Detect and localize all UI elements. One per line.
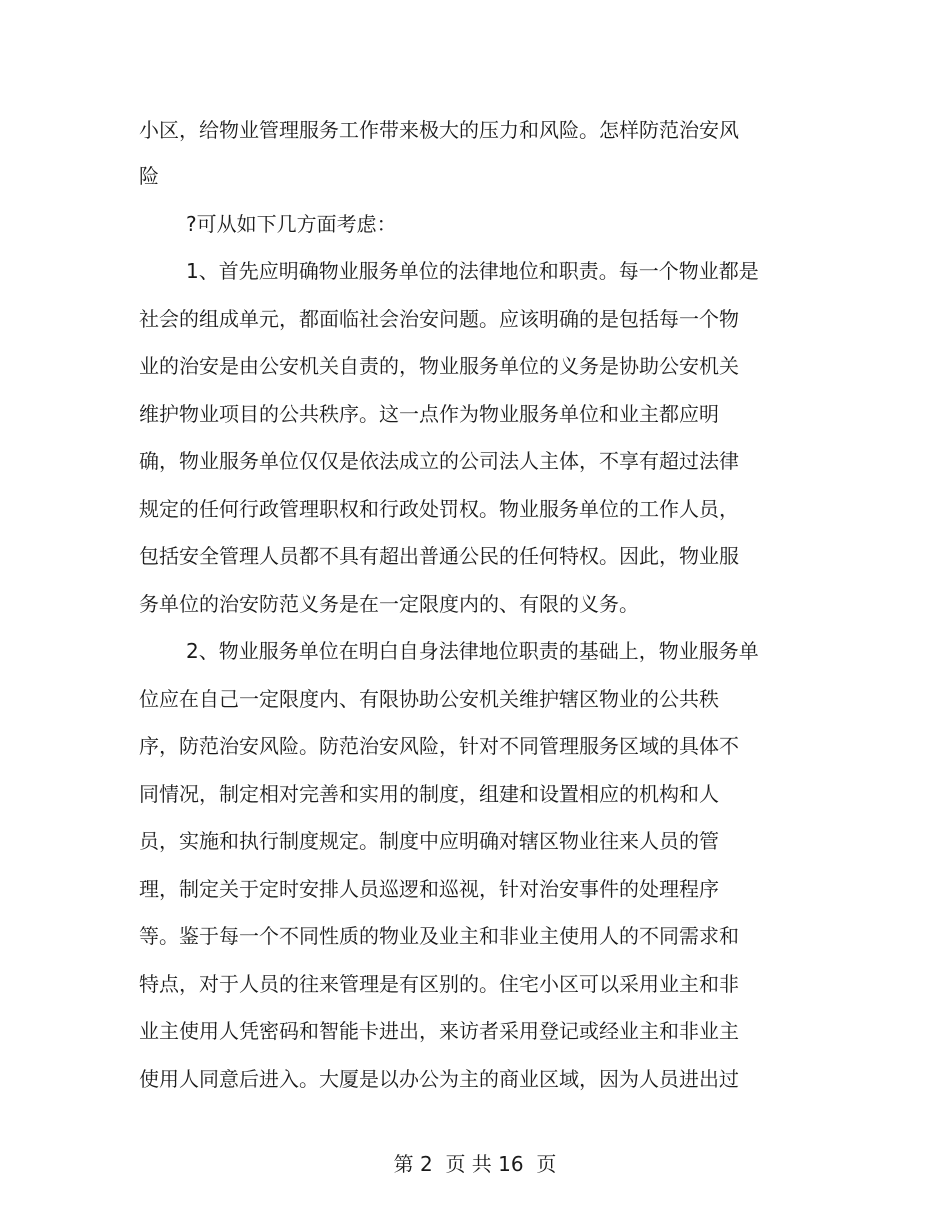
text-line: 1、首先应明确物业服务单位的法律地位和职责。每一个物业都是 (186, 259, 759, 283)
text-line: 序，防范治安风险。防范治安风险，针对不同管理服务区域的具体不 (139, 734, 739, 758)
text-line: 维护物业项目的公共秩序。这一点作为物业服务单位和业主都应明 (139, 402, 719, 426)
page-footer: 第 2 页 共 16 页 (393, 1152, 557, 1176)
text-line: 2、物业服务单位在明白自身法律地位职责的基础上，物业服务单 (186, 639, 759, 663)
text-line: ?可从如下几方面考虑： (186, 212, 397, 236)
text-line: 小区，给物业管理服务工作带来极大的压力和风险。怎样防范治安风 (139, 118, 739, 142)
text-line: 员，实施和执行制度规定。制度中应明确对辖区物业往来人员的管 (139, 829, 719, 853)
text-line: 特点，对于人员的往来管理是有区别的。住宅小区可以采用业主和非 (139, 972, 739, 996)
text-line: 规定的任何行政管理职权和行政处罚权。物业服务单位的工作人员， (139, 497, 739, 521)
text-line: 险 (139, 164, 159, 188)
text-line: 业主使用人凭密码和智能卡进出，来访者采用登记或经业主和非业主 (139, 1019, 739, 1043)
text-line: 等。鉴于每一个不同性质的物业及业主和非业主使用人的不同需求和 (139, 924, 739, 948)
text-line: 包括安全管理人员都不具有超出普通公民的任何特权。因此，物业服 (139, 544, 739, 568)
text-line: 确，物业服务单位仅仅是依法成立的公司法人主体，不享有超过法律 (139, 449, 739, 473)
text-line: 同情况，制定相对完善和实用的制度，组建和设置相应的机构和人 (139, 782, 719, 806)
text-line: 务单位的治安防范义务是在一定限度内的、有限的义务。 (139, 592, 639, 616)
text-line: 位应在自己一定限度内、有限协助公安机关维护辖区物业的公共秩 (139, 687, 719, 711)
text-line: 使用人同意后进入。大厦是以办公为主的商业区域，因为人员进出过 (139, 1067, 739, 1091)
text-line: 理，制定关于定时安排人员巡逻和巡视，针对治安事件的处理程序 (139, 877, 719, 901)
text-line: 业的治安是由公安机关自责的，物业服务单位的义务是协助公安机关 (139, 354, 739, 378)
text-line: 社会的组成单元，都面临社会治安问题。应该明确的是包括每一个物 (139, 307, 739, 331)
